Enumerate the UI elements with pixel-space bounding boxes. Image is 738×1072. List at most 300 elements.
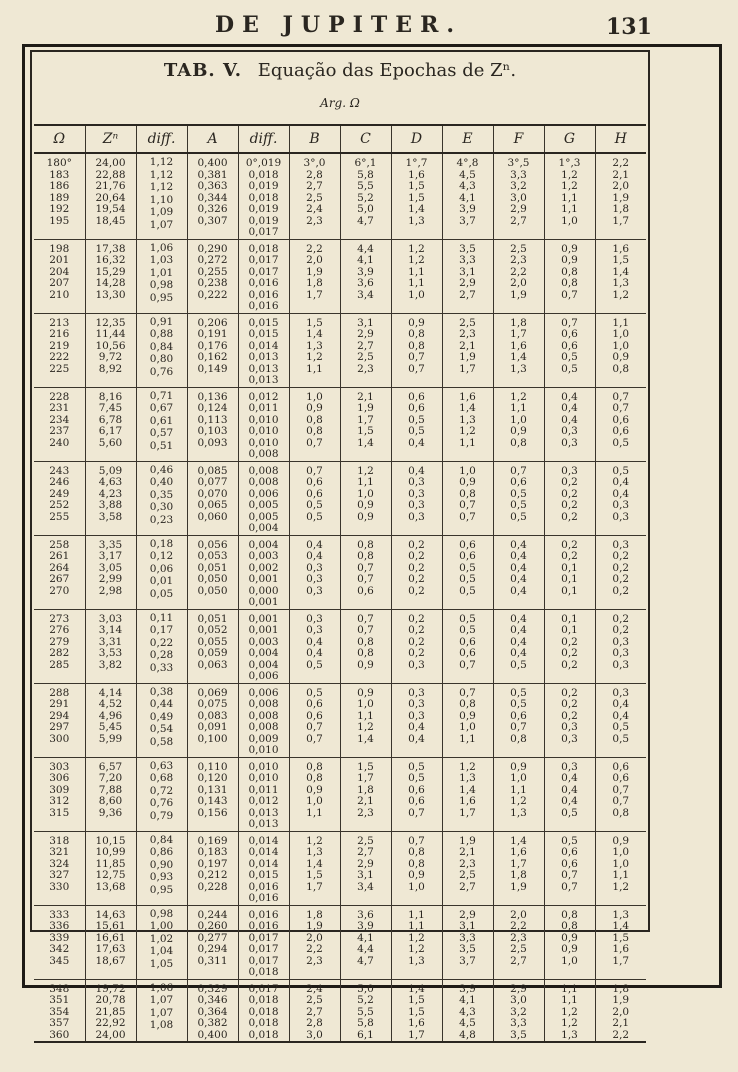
- data-cell: [238, 153, 289, 239]
- cell-values: 0,2 0,2 0,2 0,3 0,3: [561, 686, 578, 745]
- data-cell: [442, 979, 493, 1042]
- data-cell: [289, 979, 340, 1042]
- data-cell: [340, 757, 391, 831]
- data-cell: [442, 461, 493, 535]
- cell-values: 3,5 3,3 3,1 2,9 2,7: [459, 242, 476, 301]
- data-cell: [238, 831, 289, 905]
- data-cell: [595, 831, 646, 905]
- cell-values: 0,400 0,381 0,363 0,344 0,326 0,307: [197, 157, 228, 227]
- data-cell: [289, 239, 340, 313]
- cell-values: 0,056 0,053 0,051 0,050 0,050: [197, 538, 228, 597]
- data-cell: [544, 757, 595, 831]
- cell-values: 0,169 0,183 0,197 0,212 0,228: [197, 834, 228, 893]
- data-cell: [391, 313, 442, 387]
- diff-cell: [136, 535, 187, 609]
- cell-values: 0,010 0,010 0,011 0,012 0,013 0,013: [248, 760, 279, 830]
- data-cell: [238, 905, 289, 979]
- cell-values: 213 216 219 222 225: [49, 316, 70, 375]
- cell-values: 0,136 0,124 0,113 0,103 0,093: [197, 390, 228, 449]
- cell-values: 0,7 0,6 0,6 0,5 0,5: [306, 464, 323, 523]
- data-cell: [238, 535, 289, 609]
- column-header: diff.: [238, 125, 289, 153]
- data-cell: [340, 239, 391, 313]
- data-table: [34, 124, 646, 1043]
- data-cell: [544, 387, 595, 461]
- data-cell: [238, 387, 289, 461]
- data-cell: [544, 239, 595, 313]
- cell-values: 0,004 0,003 0,002 0,001 0,000 0,001: [248, 538, 279, 608]
- data-cell: [544, 535, 595, 609]
- cell-values: 0,7 0,8 0,9 1,0 1,1: [459, 686, 476, 745]
- data-cell: [442, 535, 493, 609]
- cell-values: 0,3 0,2 0,2 0,2 0,2: [561, 464, 578, 523]
- cell-values: 0,3 0,4 0,4 0,4 0,5: [561, 760, 578, 819]
- data-cell: [85, 239, 136, 313]
- cell-values: 1,2 1,3 1,4 1,5 1,7: [306, 834, 323, 893]
- cell-values: 24,00 22,88 21,76 20,64 19,54 18,45: [95, 157, 126, 227]
- cell-values: 318 321 324 327 330: [49, 834, 70, 893]
- data-cell: [187, 979, 238, 1042]
- data-cell: [595, 609, 646, 683]
- cell-values: 2,9 3,1 3,3 3,5 3,7: [459, 908, 476, 967]
- data-cell: [391, 979, 442, 1042]
- data-cell: [493, 535, 544, 609]
- table-row-group: [34, 905, 646, 979]
- data-cell: [289, 153, 340, 239]
- cell-values: 3°,5 3,3 3,2 3,0 2,9 2,7: [507, 157, 530, 227]
- data-cell: [238, 461, 289, 535]
- data-cell: [187, 831, 238, 905]
- cell-values: 0,7 0,7 0,8 0,8 0,9: [357, 612, 374, 671]
- data-cell: [340, 461, 391, 535]
- diff-values: 0,98 1,00 1,02 1,04 1,05: [149, 907, 174, 970]
- data-cell: [595, 461, 646, 535]
- data-cell: [238, 757, 289, 831]
- cell-values: 0,4 0,4 0,4 0,4 0,4: [510, 538, 527, 597]
- data-cell: [442, 757, 493, 831]
- cell-values: 0,017 0,018 0,018 0,018 0,018: [248, 982, 279, 1041]
- cell-values: 1,4 1,5 1,5 1,6 1,7: [408, 982, 425, 1041]
- data-cell: [595, 683, 646, 757]
- cell-values: 0,5 0,5 0,6 0,6 0,7: [459, 612, 476, 671]
- cell-values: 1,9 2,1 2,3 2,5 2,7: [459, 834, 476, 893]
- cell-values: 0,290 0,272 0,255 0,238 0,222: [197, 242, 228, 301]
- data-cell: [544, 905, 595, 979]
- cell-values: 0,008 0,008 0,006 0,005 0,005 0,004: [248, 464, 279, 534]
- cell-values: 1,6 1,5 1,4 1,3 1,2: [612, 242, 630, 301]
- data-cell: [442, 831, 493, 905]
- column-header: D: [391, 125, 442, 153]
- table-row-group: [34, 461, 646, 535]
- cell-values: 1,2 1,3 1,4 1,6 1,7: [459, 760, 476, 819]
- column-header: A: [187, 125, 238, 153]
- diff-values: 1,06 1,03 1,01 0,98 0,95: [149, 241, 174, 304]
- data-cell: [85, 313, 136, 387]
- data-cell: [340, 387, 391, 461]
- cell-values: 2,5 2,7 2,9 3,1 3,4: [357, 834, 374, 893]
- table-title: Equação das Epochas de Zⁿ.: [257, 60, 517, 81]
- cell-values: 1,2 1,2 1,1 1,1 1,0: [408, 242, 425, 301]
- cell-values: 288 291 294 297 300: [49, 686, 70, 745]
- data-cell: [187, 387, 238, 461]
- data-cell: [493, 905, 544, 979]
- cell-values: 1,8 1,7 1,6 1,4 1,3: [510, 316, 527, 375]
- cell-values: 0,1 0,1 0,2 0,2 0,2: [561, 612, 578, 671]
- data-cell: [238, 239, 289, 313]
- diff-values: 0,63 0,68 0,72 0,76 0,79: [149, 759, 174, 822]
- data-cell: [442, 153, 493, 239]
- data-cell: [34, 535, 85, 609]
- cell-values: 1,3 1,4 1,5 1,6 1,7: [612, 908, 630, 967]
- data-cell: [289, 535, 340, 609]
- data-cell: [34, 239, 85, 313]
- data-cell: [442, 683, 493, 757]
- table-row-group: [34, 535, 646, 609]
- data-cell: [187, 609, 238, 683]
- diff-cell: [136, 831, 187, 905]
- data-cell: [391, 757, 442, 831]
- data-cell: [34, 387, 85, 461]
- data-cell: [493, 387, 544, 461]
- data-cell: [442, 313, 493, 387]
- data-cell: [34, 905, 85, 979]
- data-cell: [187, 313, 238, 387]
- data-cell: [187, 757, 238, 831]
- diff-cell: [136, 905, 187, 979]
- diff-cell: [136, 683, 187, 757]
- data-cell: [340, 535, 391, 609]
- diff-cell: [136, 461, 187, 535]
- cell-values: 0,015 0,015 0,014 0,013 0,013 0,013: [248, 316, 279, 386]
- cell-values: 4,14 4,52 4,96 5,45 5,99: [98, 686, 123, 745]
- data-cell: [289, 757, 340, 831]
- cell-values: 0,006 0,008 0,008 0,008 0,009 0,010: [248, 686, 279, 756]
- data-cell: [238, 609, 289, 683]
- data-cell: [85, 461, 136, 535]
- cell-values: 0,9 0,9 0,8 0,8 0,7: [561, 242, 578, 301]
- diff-values: 0,18 0,12 0,06 0,01 0,05: [149, 537, 174, 600]
- cell-values: 0,8 0,8 0,9 0,9 1,0: [561, 908, 578, 967]
- data-cell: [544, 153, 595, 239]
- diff-values: 0,38 0,44 0,49 0,54 0,58: [149, 685, 174, 748]
- cell-values: 0,244 0,260 0,277 0,294 0,311: [197, 908, 228, 967]
- data-cell: [391, 831, 442, 905]
- cell-values: 0,7 0,6 0,6 0,5 0,5: [561, 316, 578, 375]
- cell-values: 0,012 0,011 0,010 0,010 0,010 0,008: [248, 390, 279, 460]
- table-caption: [32, 60, 648, 81]
- data-cell: [85, 979, 136, 1042]
- cell-values: 348 351 354 357 360: [49, 982, 70, 1041]
- data-cell: [544, 313, 595, 387]
- cell-values: 2,2 2,1 2,0 1,9 1,8 1,7: [612, 157, 630, 227]
- data-cell: [391, 609, 442, 683]
- cell-values: 0,4 0,3 0,3 0,3 0,3: [408, 464, 425, 523]
- cell-values: 0,4 0,4 0,4 0,4 0,5: [510, 612, 527, 671]
- cell-values: 0,9 1,0 1,1 1,2 1,3: [510, 760, 527, 819]
- cell-values: 5,0 5,2 5,5 5,8 6,1: [357, 982, 374, 1041]
- data-cell: [493, 153, 544, 239]
- data-cell: [187, 535, 238, 609]
- data-cell: [85, 609, 136, 683]
- data-cell: [34, 831, 85, 905]
- data-cell: [340, 831, 391, 905]
- cell-values: 5,09 4,63 4,23 3,88 3,58: [98, 464, 123, 523]
- data-cell: [391, 387, 442, 461]
- cell-values: 3,9 4,1 4,3 4,5 4,8: [459, 982, 476, 1041]
- data-cell: [187, 239, 238, 313]
- data-cell: [442, 609, 493, 683]
- cell-values: 1,1 1,1 1,2 1,2 1,3: [561, 982, 578, 1041]
- cell-values: 1,1 1,1 1,2 1,2 1,3: [408, 908, 425, 967]
- diff-cell: [136, 609, 187, 683]
- column-header: G: [544, 125, 595, 153]
- data-cell: [85, 535, 136, 609]
- data-cell: [289, 609, 340, 683]
- data-cell: [34, 609, 85, 683]
- cell-values: 1,1 1,0 1,0 0,9 0,8: [612, 316, 630, 375]
- cell-values: 0,9 1,0 1,0 1,1 1,2: [612, 834, 630, 893]
- diff-values: 1,12 1,12 1,12 1,10 1,09 1,07: [149, 156, 174, 231]
- table-argument: Arg. Ω: [320, 96, 360, 110]
- cell-values: 3,03 3,14 3,31 3,53 3,82: [98, 612, 123, 671]
- cell-values: 0,7 0,8 0,8 0,9 1,0: [408, 834, 425, 893]
- diff-cell: [136, 239, 187, 313]
- cell-values: 0,9 0,8 0,8 0,7 0,7: [408, 316, 425, 375]
- data-cell: [493, 609, 544, 683]
- cell-values: 0,001 0,001 0,003 0,004 0,004 0,006: [248, 612, 279, 682]
- table-number: TAB. V.: [163, 60, 243, 81]
- cell-values: 1°,7 1,6 1,5 1,5 1,4 1,3: [405, 157, 428, 227]
- data-cell: [289, 683, 340, 757]
- cell-values: 1,0 0,9 0,8 0,7 0,7: [459, 464, 476, 523]
- diff-values: 0,84 0,86 0,90 0,93 0,95: [149, 833, 174, 896]
- cell-values: 0,2 0,2 0,2 0,2 0,3: [408, 612, 425, 671]
- cell-values: 1,8 1,9 2,0 2,2 2,3: [306, 908, 323, 967]
- data-cell: [391, 683, 442, 757]
- data-cell: [595, 757, 646, 831]
- table-row-group: [34, 153, 646, 239]
- running-head: DE JUPITER.: [215, 12, 463, 38]
- data-cell: [595, 313, 646, 387]
- cell-values: 2,9 3,0 3,2 3,3 3,5: [510, 982, 527, 1041]
- cell-values: 2,5 2,3 2,2 2,0 1,9: [510, 242, 527, 301]
- page-number: 131: [606, 14, 652, 40]
- cell-values: 0,5 0,4 0,4 0,3 0,3: [612, 464, 630, 523]
- table-row-group: [34, 313, 646, 387]
- diff-cell: [136, 979, 187, 1042]
- data-cell: [493, 979, 544, 1042]
- data-cell: [340, 313, 391, 387]
- cell-values: 2,5 2,3 2,1 1,9 1,7: [459, 316, 476, 375]
- cell-values: 0,110 0,120 0,131 0,143 0,156: [197, 760, 228, 819]
- cell-values: 273 276 279 282 285: [49, 612, 70, 671]
- cell-values: 1°,3 1,2 1,2 1,1 1,1 1,0: [558, 157, 581, 227]
- cell-values: 3,6 3,9 4,1 4,4 4,7: [357, 908, 374, 967]
- data-cell: [85, 683, 136, 757]
- data-cell: [391, 239, 442, 313]
- data-cell: [187, 153, 238, 239]
- cell-values: 12,35 11,44 10,56 9,72 8,92: [95, 316, 126, 375]
- data-cell: [187, 905, 238, 979]
- cell-values: 0,3 0,2 0,2 0,2 0,2: [612, 538, 630, 597]
- data-cell: [391, 905, 442, 979]
- column-header: F: [493, 125, 544, 153]
- cell-values: 243 246 249 252 255: [49, 464, 70, 523]
- data-cell: [289, 831, 340, 905]
- cell-values: 0,3 0,4 0,4 0,5 0,5: [612, 686, 630, 745]
- cell-values: 3°,0 2,8 2,7 2,5 2,4 2,3: [303, 157, 326, 227]
- cell-values: 0,9 1,0 1,1 1,2 1,4: [357, 686, 374, 745]
- data-cell: [442, 905, 493, 979]
- cell-values: 0,6 0,6 0,5 0,5 0,5: [459, 538, 476, 597]
- cell-values: 4,4 4,1 3,9 3,6 3,4: [357, 242, 374, 301]
- cell-values: 198 201 204 207 210: [49, 242, 70, 301]
- cell-values: 1,8 1,9 2,0 2,1 2,2: [612, 982, 630, 1041]
- cell-values: 0,7 0,7 0,6 0,6 0,5: [612, 390, 630, 449]
- cell-values: 4°,8 4,5 4,3 4,1 3,9 3,7: [456, 157, 479, 227]
- data-cell: [85, 387, 136, 461]
- data-cell: [85, 831, 136, 905]
- data-cell: [442, 387, 493, 461]
- cell-values: 1,5 1,4 1,3 1,2 1,1: [306, 316, 323, 375]
- data-cell: [289, 313, 340, 387]
- cell-values: 8,16 7,45 6,78 6,17 5,60: [98, 390, 123, 449]
- cell-values: 2,1 1,9 1,7 1,5 1,4: [357, 390, 374, 449]
- table-row-group: [34, 239, 646, 313]
- cell-values: 2,0 2,2 2,3 2,5 2,7: [510, 908, 527, 967]
- data-cell: [493, 831, 544, 905]
- cell-values: 0,2 0,2 0,3 0,3 0,3: [612, 612, 630, 671]
- data-cell: [544, 831, 595, 905]
- cell-values: 0,085 0,077 0,070 0,065 0,060: [197, 464, 228, 523]
- data-cell: [391, 535, 442, 609]
- data-cell: [391, 153, 442, 239]
- data-cell: [85, 153, 136, 239]
- data-cell: [493, 461, 544, 535]
- diff-values: 0,46 0,40 0,35 0,30 0,23: [149, 463, 174, 526]
- cell-values: 0,5 0,5 0,6 0,7 0,8: [510, 686, 527, 745]
- data-cell: [544, 683, 595, 757]
- data-cell: [595, 979, 646, 1042]
- data-cell: [85, 757, 136, 831]
- table-row-group: [34, 683, 646, 757]
- cell-values: 0,5 0,6 0,6 0,7 0,7: [306, 686, 323, 745]
- cell-values: 0,069 0,075 0,083 0,091 0,100: [197, 686, 228, 745]
- cell-values: 6,57 7,20 7,88 8,60 9,36: [98, 760, 123, 819]
- diff-cell: [136, 153, 187, 239]
- cell-values: 0,206 0,191 0,176 0,162 0,149: [197, 316, 228, 375]
- data-cell: [289, 905, 340, 979]
- diff-values: 0,91 0,88 0,84 0,80 0,76: [149, 315, 174, 378]
- cell-values: 0,018 0,017 0,017 0,016 0,016 0,016: [248, 242, 279, 312]
- data-cell: [34, 683, 85, 757]
- diff-values: 1,06 1,07 1,07 1,08: [149, 981, 174, 1031]
- data-cell: [289, 461, 340, 535]
- data-cell: [442, 239, 493, 313]
- cell-values: 0,6 0,6 0,7 0,7 0,8: [612, 760, 630, 819]
- cell-values: 1,5 1,7 1,8 2,1 2,3: [357, 760, 374, 819]
- cell-values: 0,051 0,052 0,055 0,059 0,063: [197, 612, 228, 671]
- cell-values: 0,3 0,3 0,3 0,4 0,4: [408, 686, 425, 745]
- data-cell: [238, 313, 289, 387]
- cell-values: 3,35 3,17 3,05 2,99 2,98: [98, 538, 123, 597]
- cell-values: 14,63 15,61 16,61 17,63 18,67: [95, 908, 126, 967]
- table-row-group: [34, 387, 646, 461]
- cell-values: 1,2 1,1 1,0 0,9 0,8: [510, 390, 527, 449]
- cell-values: 1,4 1,6 1,7 1,8 1,9: [510, 834, 527, 893]
- data-cell: [391, 461, 442, 535]
- data-cell: [34, 979, 85, 1042]
- column-header: C: [340, 125, 391, 153]
- data-cell: [595, 239, 646, 313]
- cell-values: 10,15 10,99 11,85 12,75 13,68: [95, 834, 126, 893]
- cell-values: 0,6 0,6 0,5 0,5 0,4: [408, 390, 425, 449]
- data-cell: [187, 461, 238, 535]
- cell-values: 333 336 339 342 345: [49, 908, 70, 967]
- data-cell: [340, 683, 391, 757]
- data-cell: [595, 535, 646, 609]
- table-row-group: [34, 979, 646, 1042]
- data-cell: [289, 387, 340, 461]
- data-cell: [595, 153, 646, 239]
- cell-values: 0,329 0,346 0,364 0,382 0,400: [197, 982, 228, 1041]
- cell-values: 180° 183 186 189 192 195: [46, 157, 72, 227]
- data-cell: [544, 609, 595, 683]
- data-cell: [340, 979, 391, 1042]
- data-cell: [34, 313, 85, 387]
- data-cell: [493, 239, 544, 313]
- data-cell: [340, 609, 391, 683]
- cell-values: 1,2 1,1 1,0 0,9 0,9: [357, 464, 374, 523]
- diff-cell: [136, 313, 187, 387]
- data-cell: [493, 313, 544, 387]
- column-header: B: [289, 125, 340, 153]
- cell-values: 0,5 0,5 0,6 0,6 0,7: [408, 760, 425, 819]
- cell-values: 17,38 16,32 15,29 14,28 13,30: [95, 242, 126, 301]
- cell-values: 0°,019 0,018 0,019 0,018 0,019 0,019 0,017: [245, 157, 282, 238]
- data-cell: [238, 683, 289, 757]
- cell-values: 258 261 264 267 270: [49, 538, 70, 597]
- cell-values: 0,016 0,016 0,017 0,017 0,017 0,018: [248, 908, 279, 978]
- cell-values: 303 306 309 312 315: [49, 760, 70, 819]
- diff-cell: [136, 387, 187, 461]
- diff-values: 0,71 0,67 0,61 0,57 0,51: [149, 389, 174, 452]
- cell-values: 19,72 20,78 21,85 22,92 24,00: [95, 982, 126, 1041]
- data-cell: [34, 757, 85, 831]
- cell-values: 3,1 2,9 2,7 2,5 2,3: [357, 316, 374, 375]
- data-cell: [34, 461, 85, 535]
- data-cell: [544, 979, 595, 1042]
- cell-values: 0,4 0,4 0,4 0,3 0,3: [561, 390, 578, 449]
- cell-values: 0,8 0,8 0,9 1,0 1,1: [306, 760, 323, 819]
- data-cell: [238, 979, 289, 1042]
- data-cell: [340, 905, 391, 979]
- column-header: E: [442, 125, 493, 153]
- data-cell: [187, 683, 238, 757]
- cell-values: 1,6 1,4 1,3 1,2 1,1: [459, 390, 476, 449]
- cell-values: 0,8 0,8 0,7 0,7 0,6: [357, 538, 374, 597]
- column-header: diff.: [136, 125, 187, 153]
- data-cell: [595, 905, 646, 979]
- table-row-group: [34, 831, 646, 905]
- cell-values: 0,2 0,2 0,1 0,1 0,1: [561, 538, 578, 597]
- column-header: Zⁿ: [85, 125, 136, 153]
- column-header: Ω: [34, 125, 85, 153]
- diff-values: 0,11 0,17 0,22 0,28 0,33: [149, 611, 174, 674]
- data-cell: [544, 461, 595, 535]
- data-cell: [493, 683, 544, 757]
- cell-values: 0,2 0,2 0,2 0,2 0,2: [408, 538, 425, 597]
